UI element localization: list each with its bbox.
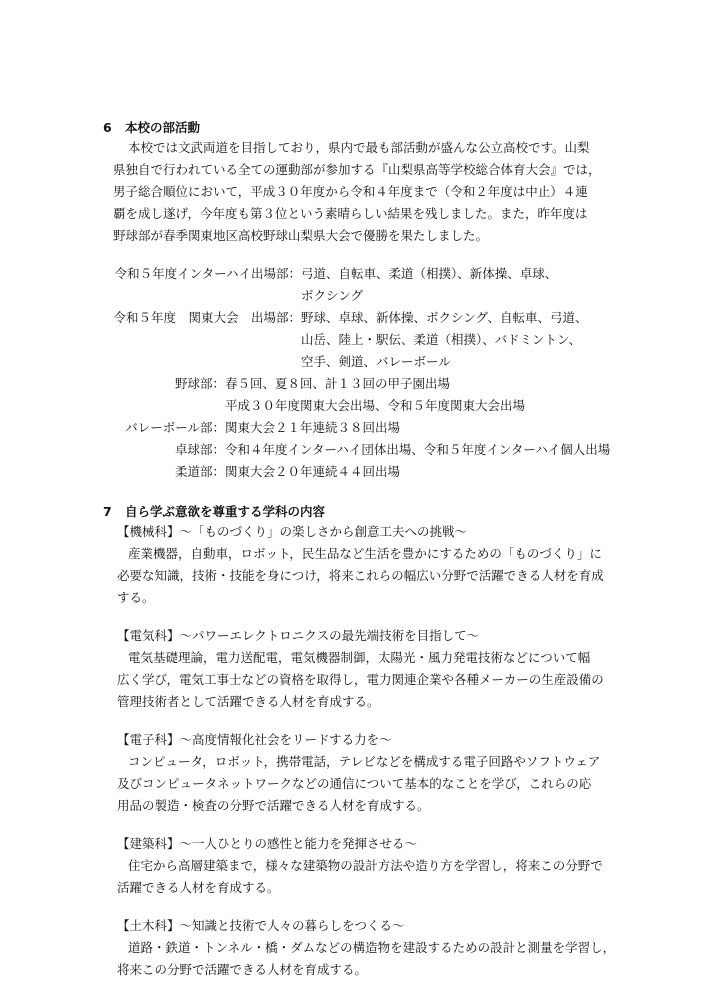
paragraph-line: 野球部が春季関東地区高校野球山梨県大会で優勝を果たしました。: [113, 228, 489, 243]
kanto-value: 山岳、陸上・駅伝、柔道（相撲）、バドミントン、: [301, 332, 582, 347]
paragraph-line: 本校では文武両道を目指しており，県内で最も部活動が盛んな公立高校です。山梨: [128, 140, 590, 155]
department-line: 必要な知識，技術・技能を身につけ，将来これらの幅広い分野で活躍できる人材を育成: [117, 568, 604, 583]
club-record: 令和４年度インターハイ団体出場、令和５年度インターハイ個人出場: [225, 442, 611, 457]
section-7-title: [103, 502, 325, 520]
section-number: 6: [103, 120, 112, 135]
club-record-row: [113, 376, 450, 391]
club-record: 平成３０年度関東大会出場、令和５年度関東大会出場: [225, 398, 526, 413]
club-record-row: [113, 464, 400, 479]
club-label: 卓球部：: [174, 442, 225, 457]
department-heading: 【電子科】～高度情報化社会をリードする力を～: [117, 732, 392, 747]
department-line: 及びコンピュータネットワークなどの通信について基本的なことを学び，これらの応: [117, 776, 592, 791]
club-record-row: [113, 420, 400, 435]
department-line: 管理技術者として活躍できる人材を育成する。: [117, 694, 380, 709]
club-record: 春５回、夏８回、計１３回の甲子園出場: [225, 376, 451, 391]
kanto-value: 空手、剣道、バレーボール: [301, 354, 451, 369]
paragraph-line: 覇を成し遂げ，今年度も第３位という素晴らしい結果を残しました。また，昨年度は: [113, 206, 588, 221]
department-heading: 【土木科】～知識と技術で人々の暮らしをつくる～: [117, 918, 405, 933]
department-line: 広く学び，電気工事士などの資格を取得し，電力関連企業や各種メーカーの生産設備の: [117, 672, 604, 687]
department-line: 住宅から高層建築まで，様々な建築物の設計方法や造り方を学習し，将来この分野で: [128, 858, 603, 873]
kanto-value: 野球、卓球、新体操、ボクシング、自転車、弓道、: [301, 310, 588, 325]
club-label: バレーボール部：: [125, 420, 225, 435]
section-heading: 本校の部活動: [125, 120, 201, 135]
department-heading: 【機械科】～「ものづくり」の楽しさから創意工夫への挑戦～: [117, 524, 468, 539]
department-line: 電気基礎理論，電力送配電，電気機器制御，太陽光・風力発電技術などについて幅: [128, 650, 591, 665]
club-label: 野球部：: [174, 376, 225, 391]
department-line: する。: [117, 590, 155, 605]
club-label: 柔道部：: [174, 464, 225, 479]
paragraph-line: 県独自で行われている全ての運動部が参加する『山梨県高等学校総合体育大会』では，: [113, 162, 601, 177]
department-line: 活躍できる人材を育成する。: [117, 880, 280, 895]
club-record: 関東大会２１年連続３８回出場: [225, 420, 401, 435]
section-heading: 自ら学ぶ意欲を尊重する学科の内容: [125, 504, 326, 519]
club-record: 関東大会２０年連続４４回出場: [225, 464, 401, 479]
section-6-title: [103, 118, 200, 136]
interhigh-label: 令和５年度インターハイ出場部：: [114, 266, 301, 281]
interhigh-value: 弓道、自転車、柔道（相撲）、新体操、卓球、: [301, 266, 558, 281]
section-number: 7: [103, 504, 112, 519]
department-line: コンピュータ，ロボット，携帯電話，テレビなどを構成する電子回路やソフトウェア: [128, 754, 601, 769]
department-line: 産業機器，自動車，ロボット，民生品など生活を豊かにするための「ものづくり」に: [128, 546, 602, 561]
interhigh-row: [113, 266, 557, 281]
kanto-row: [113, 310, 587, 325]
paragraph-line: 男子総合順位において，平成３０年度から令和４年度まで（令和２年度は中止）４連: [113, 184, 588, 199]
department-heading: 【建築科】～一人ひとりの感性と能力を発揮させる～: [117, 836, 418, 851]
department-line: 用品の製造・検査の分野で活躍できる人材を育成する。: [117, 798, 430, 813]
interhigh-value: ボクシング: [301, 288, 363, 303]
department-line: 将来この分野で活躍できる人材を育成する。: [117, 962, 368, 977]
kanto-label: 令和５年度 関東大会 出場部：: [113, 310, 301, 325]
club-record-row: [113, 442, 610, 457]
department-heading: 【電気科】～パワーエレクトロニクスの最先端技術を目指して～: [117, 628, 480, 643]
department-line: 道路・鉄道・トンネル・橋・ダムなどの構造物を建設するための設計と測量を学習し，: [128, 940, 616, 955]
